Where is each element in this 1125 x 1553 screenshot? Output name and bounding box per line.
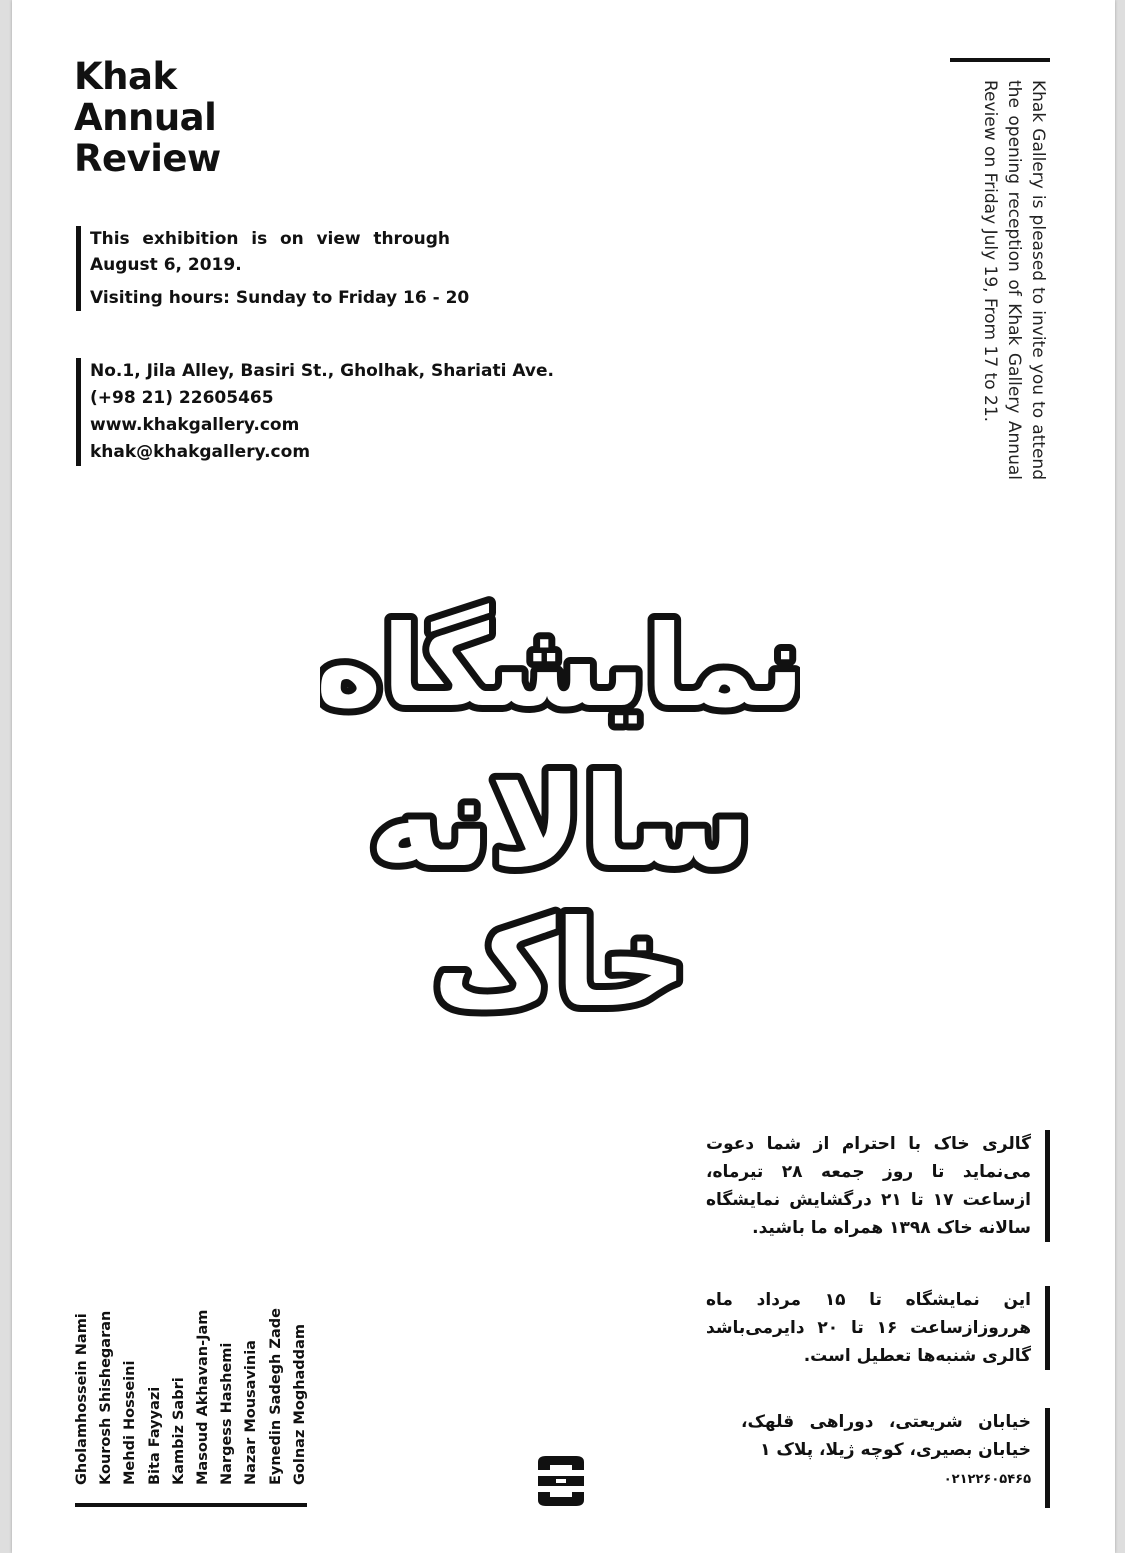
contact-info [76, 358, 590, 466]
calligraphy-artwork [320, 545, 800, 1035]
artist-name: Kambiz Sabri [170, 1377, 187, 1485]
invitation-text: Khak Gallery is pleased to invite you to attend the opening reception of Khak Gallery Annual Review on Friday July 19, From 17 to 21. [980, 80, 1048, 480]
persian-schedule: این نمایشگاه تا ۱۵ مرداد ماه هرروزازساعت ۱۶ تا ۲۰ دایرمی‌باشد گالری شنبه‌ها تعطیل است. [706, 1286, 1050, 1370]
artist-name: Nargess Hashemi [219, 1342, 236, 1485]
artist-name: Gholamhossein Nami [74, 1313, 90, 1485]
on-view-text: This exhibition is on view through August 6, 2019. [90, 229, 450, 275]
gallery-email: khak@khakgallery.com [90, 442, 311, 462]
artist-name: Nazar Mousavinia [243, 1340, 260, 1485]
persian-invitation: گالری خاک با احترام از شما دعوت می‌نماید تا روز جمعه ۲۸ تیرماه، ازساعت ۱۷ تا ۲۱ درگشایش نمایشگاه سالانه خاک ۱۳۹۸ همراه ما باشید. [706, 1130, 1050, 1242]
persian-address: خیابان شریعتی، دوراهی قلهک، خیابان بصیری، کوچه ژیلا، پلاک ۱ [741, 1412, 1031, 1460]
artist-name: Masoud Akhavan-Jam [194, 1309, 211, 1485]
persian-address-block [741, 1408, 1050, 1508]
artist-list-rule [75, 1503, 307, 1507]
artist-name: Bita Fayyazi [146, 1386, 163, 1485]
calligraphy-word-annual: سالانه [368, 751, 752, 895]
gallery-address: No.1, Jila Alley, Basiri St., Gholhak, Shariati Ave. [90, 361, 554, 381]
calligraphy-word-khak: خاک [432, 895, 688, 1034]
artist-name: Mehdi Hosseini [122, 1360, 139, 1485]
artist-list [70, 1295, 310, 1495]
gallery-website: www.khakgallery.com [90, 415, 300, 435]
title-line-3: Review [74, 137, 221, 180]
visiting-hours: Visiting hours: Sunday to Friday 16 - 20 [90, 288, 470, 308]
english-invitation [950, 58, 1050, 480]
artist-name: Eynedin Sadegh Zade [267, 1308, 284, 1485]
gallery-phone: (+98 21) 22605465 [90, 388, 274, 408]
logo-mark [532, 1452, 590, 1510]
poster-title [74, 56, 334, 179]
exhibition-info [76, 226, 470, 311]
title-line-1: Khak [74, 55, 177, 98]
calligraphy-word-exhibition: نمایشگاه [320, 602, 800, 732]
khak-gallery-logo-icon [532, 1452, 590, 1510]
artist-names [70, 1295, 310, 1485]
artist-name: Kourosh Shishegaran [98, 1310, 115, 1485]
artist-name: Golnaz Moghaddam [291, 1324, 308, 1485]
calligraphy-svg [320, 545, 800, 1035]
persian-phone: ۰۲۱۲۲۶۰۵۴۶۵ [943, 1472, 1031, 1487]
invitation-rule [950, 58, 1050, 62]
title-line-2: Annual [74, 96, 217, 139]
